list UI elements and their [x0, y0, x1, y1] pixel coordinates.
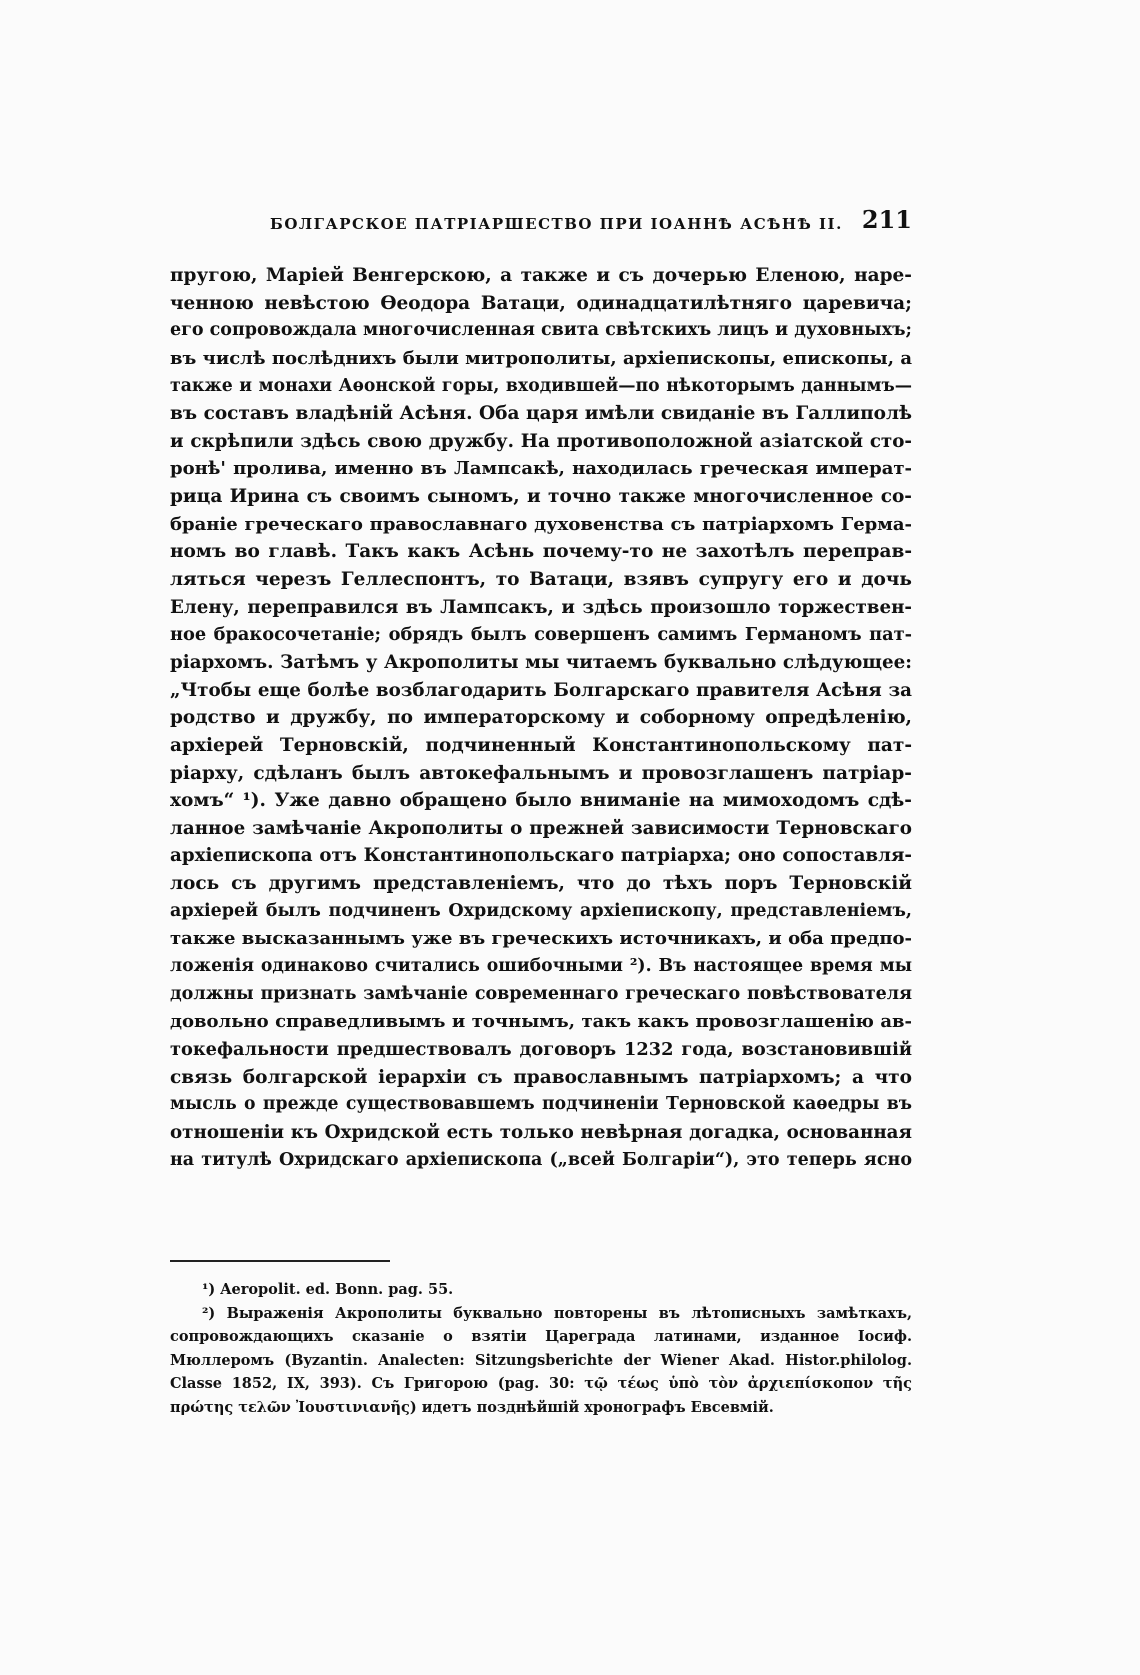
- text-line: архіерей Терновскій, подчиненный Константинопольскому пат-: [170, 734, 912, 756]
- text-line: на титулѣ Охридскаго архіепископа („всей Болгаріи“), это теперь ясно: [170, 1149, 912, 1170]
- text-line: въ составъ владѣній Асѣня. Оба царя имѣли свиданіе въ Галлиполѣ: [170, 403, 912, 425]
- footnote-2-line: Classe 1852, IX, 393). Съ Григорою (pag. 30: τῷ τέως ὑπὸ τὸν ἀρχιεπίσκοπον τῆς: [170, 1375, 912, 1392]
- text-line: ронѣ' пролива, именно въ Лампсакѣ, находилась греческая императ-: [170, 458, 912, 480]
- text-line: отношеніи къ Охридской есть только невѣрная догадка, основанная: [170, 1121, 912, 1143]
- header-title: БОЛГАРСКОЕ ПАТРІАРШЕСТВО ПРИ ІОАННѢ АСѢНѢ II.: [270, 215, 843, 233]
- text-line: „Чтобы еще болѣе возблагодарить Болгарскаго правителя Асѣня за: [170, 679, 912, 701]
- text-line: также высказаннымъ уже въ греческихъ источникахъ, и оба предпо-: [170, 928, 912, 950]
- text-line: довольно справедливымъ и точнымъ, такъ какъ провозглашенію ав-: [170, 1011, 912, 1033]
- text-line: токефальности предшествовалъ договоръ 1232 года, возстановившій: [170, 1038, 912, 1060]
- running-header: [170, 205, 912, 245]
- text-line: должны признать замѣчаніе современнаго греческаго повѣствователя: [170, 983, 912, 1004]
- text-line: пругою, Маріей Венгерскою, а также и съ дочерью Еленою, наре-: [170, 265, 912, 286]
- text-line: архіепископа отъ Константинопольскаго патріарха; оно сопоставля-: [170, 845, 912, 867]
- footnote-2-line: ²) Выраженія Акрополиты буквально повторены въ лѣтописныхъ замѣткахъ,: [202, 1304, 912, 1322]
- text-line: и скрѣпили здѣсь свою дружбу. На противоположной азіатской сто-: [170, 430, 912, 452]
- text-line: лось съ другимъ представленіемъ, что до тѣхъ поръ Терновскій: [170, 873, 912, 895]
- text-line: ложенія одинаково считались ошибочными ²). Въ настоящее время мы: [170, 956, 912, 977]
- text-line: хомъ“ ¹). Уже давно обращено было вниманіе на мимоходомъ сдѣ-: [170, 790, 912, 812]
- footnote-2-line: Мюллеромъ (Byzantin. Analecten: Sitzungsberichte der Wiener Akad. Histor.philolog.: [170, 1351, 912, 1369]
- footnotes: [170, 1278, 912, 1419]
- text-line: ланное замѣчаніе Акрополиты о прежней зависимости Терновскаго: [170, 817, 912, 839]
- text-line: ное бракосочетаніе; обрядъ былъ совершенъ самимъ Германомъ пат-: [170, 624, 912, 646]
- footnote-1: ¹) Aeropolit. ed. Bonn. pag. 55.: [202, 1281, 454, 1298]
- text-line: номъ во главѣ. Такъ какъ Асѣнь почему-то не захотѣлъ переправ-: [170, 541, 912, 563]
- text-line: ляться черезъ Геллеспонтъ, то Ватаци, взявъ супругу его и дочь: [170, 569, 912, 591]
- text-line: въ числѣ послѣднихъ были митрополиты, архіепископы, епископы, а: [170, 347, 912, 369]
- footnote-rule: [170, 1260, 390, 1262]
- text-line: мысль о прежде существовавшемъ подчиненіи Терновской каѳедры въ: [170, 1094, 912, 1115]
- text-line: ченною невѣстою Ѳеодора Ватаци, одинадцатилѣтняго царевича;: [170, 292, 912, 314]
- text-line: ріарху, сдѣланъ былъ автокефальнымъ и провозглашенъ патріар-: [170, 762, 912, 784]
- page-number: 211: [861, 205, 912, 234]
- text-line: родство и дружбу, по императорскому и соборному опредѣленію,: [170, 707, 912, 729]
- text-line: его сопровождала многочисленная свита свѣтскихъ лицъ и духовныхъ;: [170, 320, 912, 341]
- text-line: также и монахи Аѳонской горы, входившей—по нѣкоторымъ даннымъ—: [170, 375, 912, 396]
- text-line: архіерей былъ подчиненъ Охридскому архіепископу, представленіемъ,: [170, 900, 912, 921]
- text-line: браніе греческаго православнаго духовенства съ патріархомъ Герма-: [170, 513, 912, 535]
- body-text: [170, 262, 912, 1174]
- text-line: рица Ирина съ своимъ сыномъ, и точно также многочисленное со-: [170, 486, 912, 508]
- text-line: связь болгарской іерархіи съ православнымъ патріархомъ; а что: [170, 1066, 912, 1088]
- text-line: ріархомъ. Затѣмъ у Акрополиты мы читаемъ буквально слѣдующее:: [170, 651, 912, 673]
- footnote-2-line: πρώτης τελῶν Ἰουστινιανῆς) идетъ позднѣйшій хронографъ Евсевмій.: [170, 1398, 774, 1416]
- footnote-2-line: сопровождающихъ сказаніе о взятіи Цареграда латинами, изданное Іосиф.: [170, 1328, 912, 1345]
- text-line: Елену, переправился въ Лампсакъ, и здѣсь произошло торжествен-: [170, 596, 912, 618]
